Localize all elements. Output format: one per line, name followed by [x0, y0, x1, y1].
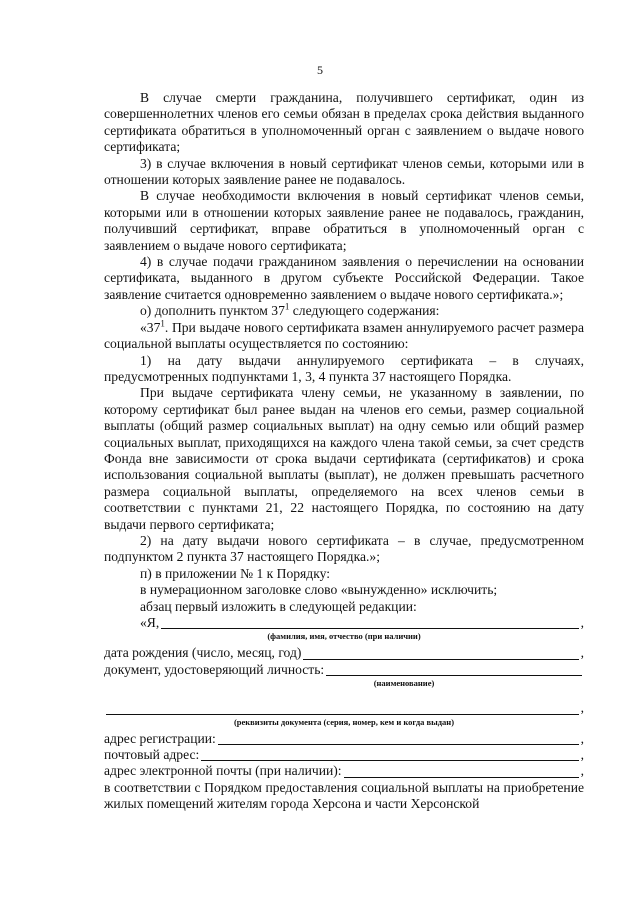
form-comma: , — [580, 700, 584, 716]
form-email-line — [344, 765, 579, 778]
form-birth-row — [104, 645, 584, 661]
paragraph-death-case: В случае смерти гражданина, получившего сертификат, один из совершеннолетних членов его семьи обязан в пределах срока действия выданного сертификата обратиться в уполномоченный орган с заявлением о выдаче нового сертификата; — [104, 90, 584, 155]
paragraph-item-p: п) в приложении № 1 к Порядку: — [140, 565, 331, 581]
paragraph-inclusion-need: В случае необходимости включения в новый сертификат членов семьи, которыми или в отношении которых заявление ранее не подавалось, гражданин, получивший сертификат, вправе обратиться в уполномоченный орган с заявлением о выдаче нового сертификата; — [104, 188, 584, 253]
paragraph-final: в соответствии с Порядком предоставления социальной выплаты на приобретение жилых помещений жителям города Херсона и части Херсонской — [104, 779, 584, 812]
form-postal-line — [201, 748, 578, 761]
form-postal-label: почтовый адрес: — [104, 747, 200, 763]
paragraph-subitem-1: 1) на дату выдачи аннулируемого сертификата – в случаях, предусмотренных подпунктами 1, 3, 4 пункта 37 настоящего Порядка. — [104, 352, 584, 384]
form-ya-label: «Я, — [140, 615, 160, 630]
item-o-text: о) дополнить пунктом 37 — [140, 303, 285, 319]
form-document-caption: (наименование) — [373, 678, 435, 689]
paragraph-family-member: При выдаче сертификата члену семьи, не указанному в заявлении, по которому сертификат был ранее выдан на членов его семьи, размер социальной выплаты (общий размер социальных выплат) на одну семью или общий размер социальных выплат, приходящихся на каждого члена такой семьи, за счет средств Фонда вне зависимости от срока выдачи сертификата (сертификатов) и срока использования социальной выплаты (выплат), не должен превышать расчетного размера социальной выплаты, определяемого на всех членов семьи в соответствии с пунктами 21, 22 настоящего Порядка, по состоянию на дату выдачи первого сертификата; — [104, 385, 584, 532]
form-comma: , — [580, 763, 584, 779]
paragraph-subitem-2: 2) на дату выдачи нового сертификата – в случае, предусмотренном подпунктом 2 пункта 37 настоящего Порядка.»; — [104, 532, 584, 565]
point-37-superscript: 1 — [160, 318, 165, 329]
form-name-row — [104, 615, 584, 631]
paragraph-item-o — [104, 303, 584, 319]
form-requisites-caption: (реквизиты документа (серия, номер, кем и когда выдан) — [233, 716, 455, 727]
form-postal-row — [104, 747, 584, 763]
item-o-tail: следующего содержания: — [289, 303, 440, 319]
page-number: 5 — [317, 63, 323, 77]
document-body — [104, 90, 584, 813]
form-document-label: документ, удостоверяющий личность: — [104, 661, 325, 677]
form-requisites-line — [106, 702, 579, 715]
paragraph-item-4: 4) в случае подачи гражданином заявления о перечислении на основании сертификата, выданного в другом субъекте Российской Федерации. Такое заявление считается одновременно заявлением о выдаче нового сертификата.»; — [104, 254, 584, 302]
form-name-line — [161, 616, 578, 629]
point-37-text: . При выдаче нового сертификата взамен аннулируемого расчет размера социальной выплаты осуществляется по состоянию: — [104, 319, 584, 352]
form-comma: , — [580, 730, 584, 746]
form-registration-label: адрес регистрации: — [104, 730, 216, 746]
point-37-label: «37 — [140, 319, 161, 335]
form-requisites-row — [104, 700, 584, 716]
form-birth-line — [303, 647, 578, 660]
form-birth-label: дата рождения (число, месяц, год) — [104, 645, 302, 661]
form-email-label: адрес электронной почты (при наличии): — [104, 763, 342, 779]
paragraph-first-abzac: абзац первый изложить в следующей редакции: — [140, 598, 417, 614]
form-document-row — [104, 662, 584, 678]
form-registration-row — [104, 731, 584, 747]
paragraph-item-3: 3) в случае включения в новый сертификат членов семьи, которыми или в отношении которых заявление ранее не подавалось. — [104, 155, 584, 188]
form-comma: , — [580, 615, 584, 630]
paragraph-heading-change: в нумерационном заголовке слово «вынужденно» исключить; — [140, 582, 498, 598]
form-email-row — [104, 763, 584, 779]
form-registration-line — [218, 732, 579, 745]
form-document-line — [326, 663, 582, 676]
form-comma: , — [580, 645, 584, 661]
form-name-caption: (фамилия, имя, отчество (при наличии) — [267, 631, 421, 642]
item-o-superscript: 1 — [284, 301, 290, 312]
paragraph-point-37-1 — [104, 320, 584, 353]
form-comma: , — [580, 747, 584, 763]
